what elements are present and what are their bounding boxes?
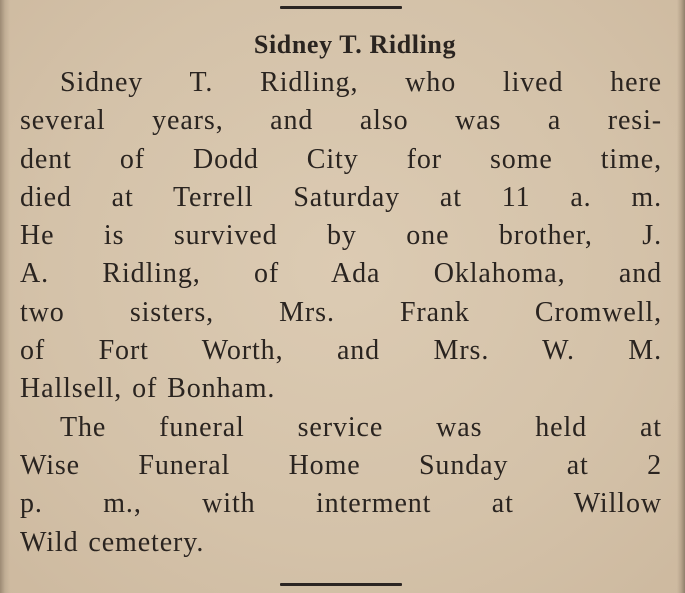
clipping-right-edge (677, 0, 685, 593)
clipping-left-edge (0, 0, 10, 593)
text-line: The funeral service was held at (60, 411, 662, 443)
obituary-article (20, 26, 662, 562)
text-line: died at Terrell Saturday at 11 a. m. (20, 181, 662, 213)
paragraph-2 (20, 409, 662, 562)
paragraph-1 (20, 64, 662, 409)
bottom-rule (280, 583, 402, 586)
text-line: A. Ridling, of Ada Oklahoma, and (20, 258, 662, 290)
text-line: dent of Dodd City for some time, (20, 143, 662, 175)
text-line: He is survived by one brother, J. (20, 220, 662, 252)
text-line: Hallsell, of Bonham. (20, 373, 276, 405)
text-line: p. m., with interment at Willow (20, 488, 662, 520)
text-line: two sisters, Mrs. Frank Cromwell, (20, 296, 662, 328)
top-rule (280, 6, 402, 9)
headline: Sidney T. Ridling (253, 30, 457, 59)
text-line: of Fort Worth, and Mrs. W. M. (20, 335, 662, 367)
text-line: Wild cemetery. (20, 526, 205, 558)
text-line: several years, and also was a resi- (20, 105, 662, 137)
text-line: Sidney T. Ridling, who lived here (60, 67, 662, 98)
text-line: Wise Funeral Home Sunday at 2 (20, 449, 662, 481)
